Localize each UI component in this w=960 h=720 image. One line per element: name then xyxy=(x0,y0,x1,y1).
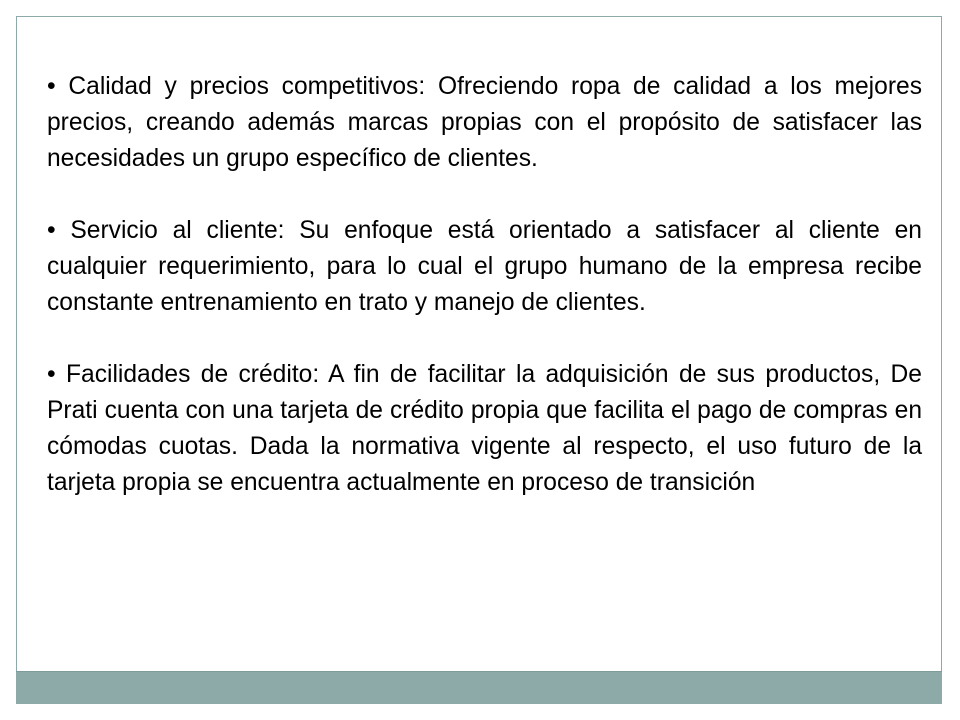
bullet-paragraph-credito: • Facilidades de crédito: A fin de facilitar la adquisición de sus productos, De Prati cuenta con una tarjeta de crédito propia que facilita el pago de compras en cómodas cuotas. Dada la normativa vigente al respecto, el uso futuro de la tarjeta propia se encuentra actualmente en proceso de transición xyxy=(47,361,922,496)
bullet-paragraph-servicio: • Servicio al cliente: Su enfoque está orientado a satisfacer al cliente en cualquier requerimiento, para lo cual el grupo humano de la empresa recibe constante entrenamiento en trato y manejo de clientes. xyxy=(47,217,922,316)
slide-body xyxy=(47,69,922,501)
footer-bar xyxy=(16,671,942,704)
bullet-paragraph-calidad: • Calidad y precios competitivos: Ofreciendo ropa de calidad a los mejores precios, creando además marcas propias con el propósito de satisfacer las necesidades un grupo específico de clientes. xyxy=(47,73,922,172)
